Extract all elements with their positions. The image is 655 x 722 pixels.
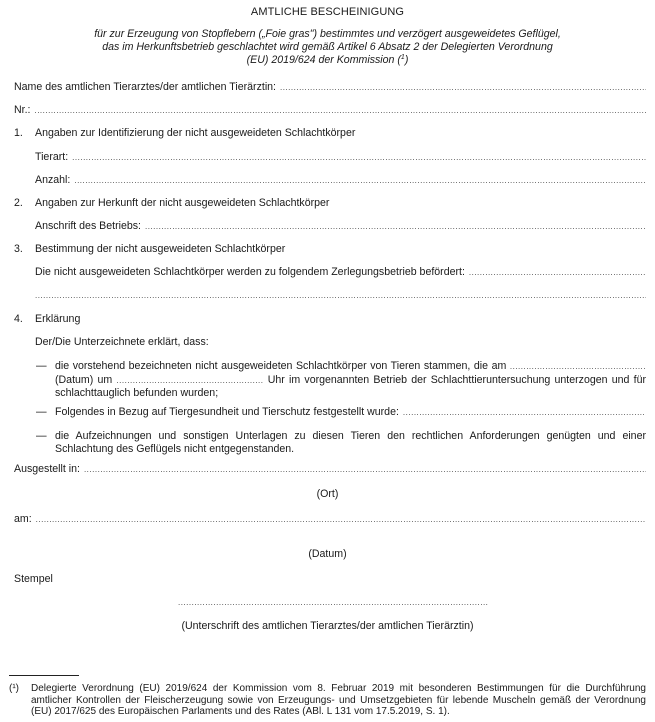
subtitle-line-3: (EU) 2019/624 der Kommission ($^1$) xyxy=(246,54,409,66)
destination-field-continued[interactable] xyxy=(35,290,646,302)
date-fill-in[interactable]: .................................................. xyxy=(509,362,646,371)
subtitle-line-2: das im Herkunftsbetrieb geschlachtet wird gemäß Artikel 6 Absatz 2 der Delegierten Verordnung xyxy=(102,41,553,53)
document-title: AMTLICHE BESCHEINIGUNG xyxy=(250,6,405,18)
section-3-heading: 3. Bestimmung der nicht ausgeweideten Schlachtkörper xyxy=(14,243,286,255)
subtitle-line-1: für zur Erzeugung von Stopflebern („Foie gras") bestimmtes und verzögert ausgeweidetes Geflügel, xyxy=(94,28,561,40)
fill-in-line[interactable] xyxy=(34,105,646,117)
fill-in-line[interactable] xyxy=(84,464,646,476)
footnote-text: Delegierte Verordnung (EU) 2019/624 der Kommission vom 8. Februar 2019 mit besonderen Bestimmungen für die Durchführung amtlicher Kontrollen der Fleischerzeugung sowie von Erzeugungs- und Umsetzgebieten für lebende Muscheln gemäß der Verordnung (EU) 2017/625 des Europäischen Parlaments und des Rates (ABl. L 131 vom 17.5.2019, S. 1). xyxy=(31,683,646,717)
section-2-heading: 2. Angaben zur Herkunft der nicht ausgeweideten Schlachtkörper xyxy=(14,197,330,209)
fill-in-line[interactable] xyxy=(178,597,488,609)
fill-in-line[interactable] xyxy=(36,514,646,526)
dash-marker: — xyxy=(36,430,47,442)
tierart-field[interactable]: Tierart: ..... xyxy=(35,151,646,164)
declaration-bullet-2[interactable]: — Folgendes in Bezug auf Tiergesundheit und Tierschutz festgestellt wurde: ..... xyxy=(36,406,646,419)
footnote-marker: (¹) xyxy=(9,683,19,694)
signature-caption: (Unterschrift des amtlichen Tierarztes/der amtlichen Tierärztin) xyxy=(181,620,474,632)
fill-in-line[interactable] xyxy=(280,82,646,94)
date-caption: (Datum) xyxy=(308,548,347,560)
destination-field[interactable]: Die nicht ausgeweideten Schlachtkörper werden zu folgendem Zerlegungsbetrieb befördert: ..... xyxy=(35,266,646,279)
anzahl-field[interactable]: Anzahl: ..... xyxy=(35,174,646,187)
fill-in-line[interactable] xyxy=(74,175,646,187)
fill-in-line[interactable] xyxy=(145,221,646,233)
nr-field[interactable]: Nr.: ..... xyxy=(14,104,646,117)
vet-name-field[interactable]: Name des amtlichen Tierarztes/der amtlichen Tierärztin: ..... xyxy=(14,81,646,94)
declaration-intro: Der/Die Unterzeichnete erklärt, dass: xyxy=(35,336,209,348)
fill-in-line[interactable] xyxy=(35,290,646,302)
signature-line[interactable] xyxy=(178,597,488,609)
address-field[interactable]: Anschrift des Betriebs: ..... xyxy=(35,220,646,233)
stamp-label: Stempel xyxy=(14,573,53,585)
date-field[interactable]: am: ..... xyxy=(14,513,646,526)
section-4-heading: 4. Erklärung xyxy=(14,313,81,325)
place-caption: (Ort) xyxy=(316,488,339,500)
document-subtitle xyxy=(0,28,655,67)
fill-in-line[interactable] xyxy=(469,267,646,279)
footnote-ref[interactable]: 1 xyxy=(400,54,405,61)
fill-in-line[interactable] xyxy=(72,152,646,164)
issued-in-field[interactable]: Ausgestellt in: ..... xyxy=(14,463,646,476)
fill-in-line[interactable] xyxy=(403,407,646,419)
dash-marker: — xyxy=(36,406,47,418)
footnote-separator xyxy=(9,675,79,676)
dash-marker: — xyxy=(36,360,47,372)
section-1-heading: 1. Angaben zur Identifizierung der nicht ausgeweideten Schlachtkörper xyxy=(14,127,356,139)
time-fill-in[interactable]: ...................................................... xyxy=(116,375,264,385)
